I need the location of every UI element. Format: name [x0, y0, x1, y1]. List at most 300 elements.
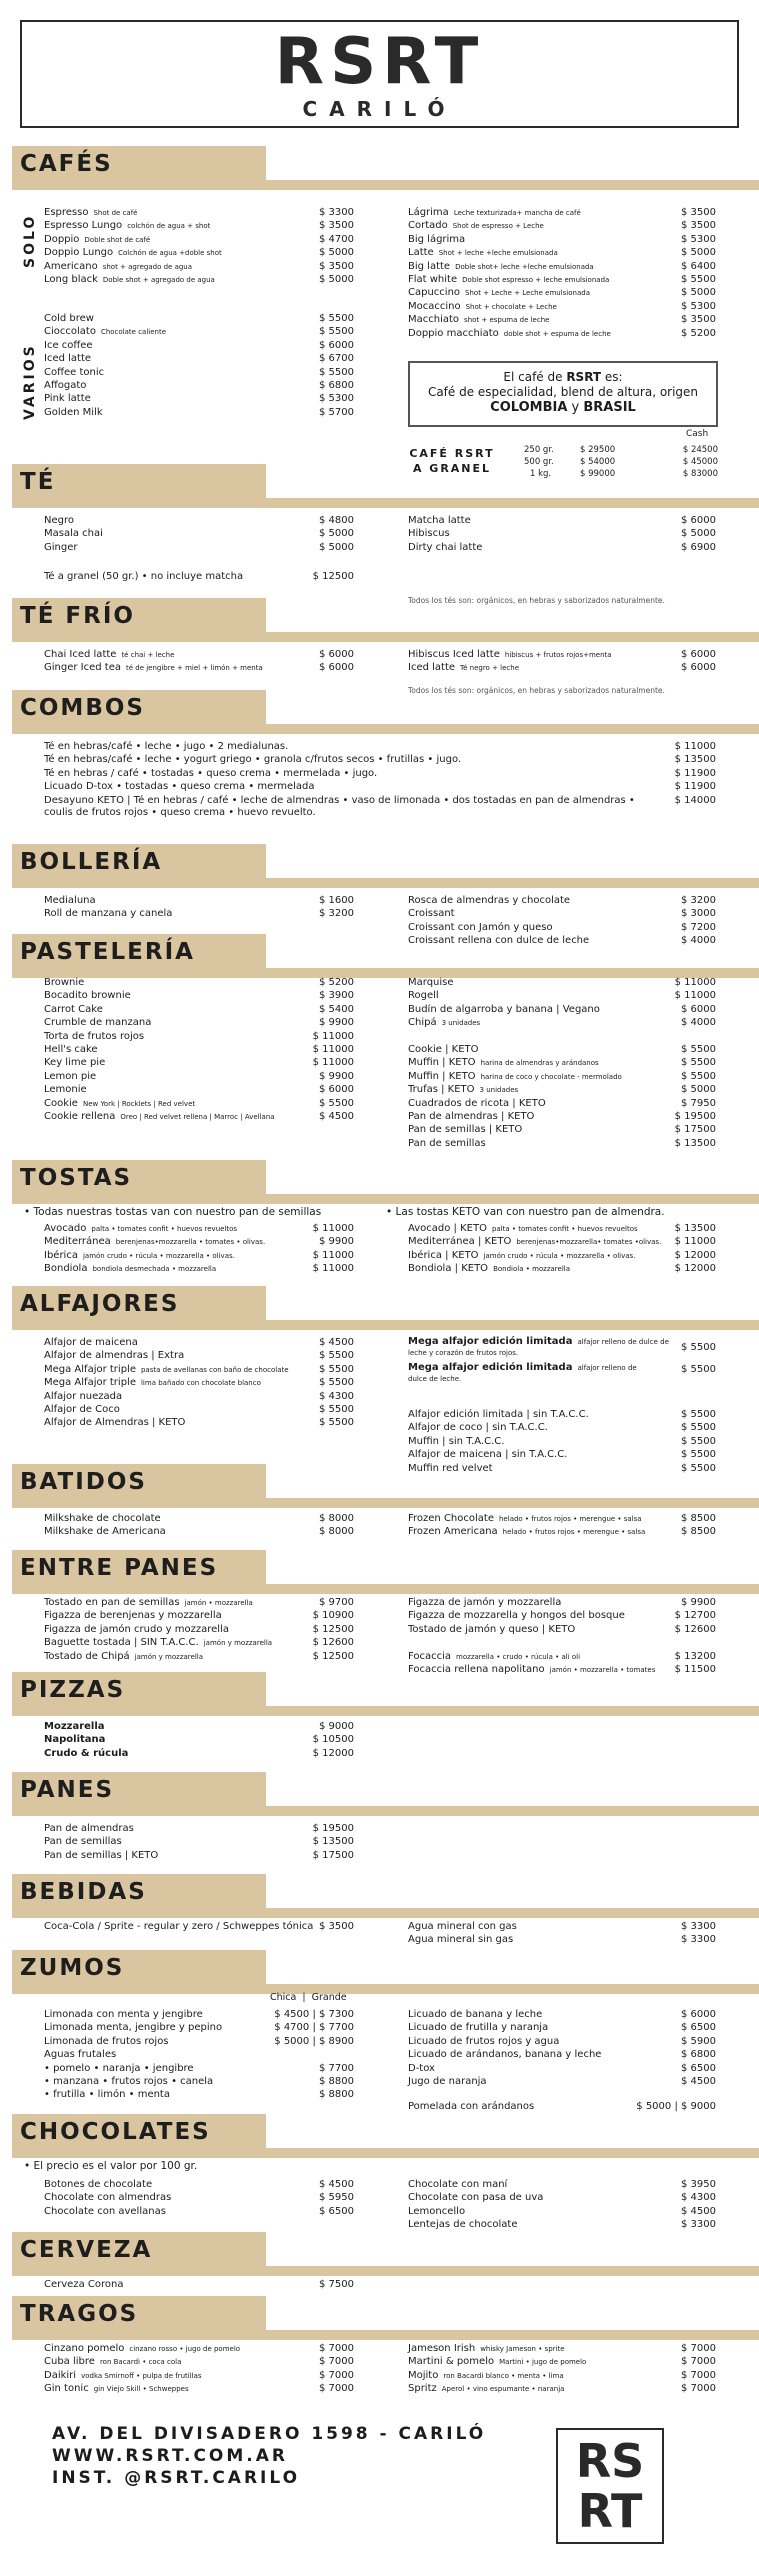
menu-row [408, 1043, 716, 1056]
menu-row [408, 1056, 716, 1069]
item-name [44, 2382, 189, 2396]
item-name [408, 313, 549, 327]
menu-row [44, 1110, 354, 1123]
section-pizzas [0, 1672, 759, 1716]
item-label: Chai Iced latte [44, 649, 117, 660]
item-name [44, 1030, 144, 1043]
item-name [408, 1933, 513, 1946]
item-label: Big lágrima [408, 233, 466, 245]
item-name [44, 780, 315, 793]
menu-row [44, 1363, 354, 1376]
menu-row [44, 1650, 354, 1663]
item-name [408, 273, 609, 287]
menu-row [44, 1416, 354, 1429]
item-price: $ 5500 [319, 1097, 354, 1109]
item-desc: harina de almendras y arándanos [480, 1059, 599, 1068]
item-price: $ 3500 [319, 220, 354, 232]
menu-row [44, 1403, 354, 1416]
item-label: Cold brew [44, 313, 94, 324]
item-label: Lemon pie [44, 1070, 97, 1082]
item-price: $ 3300 [681, 1934, 716, 1946]
menu-row [408, 907, 716, 920]
granel-label-1: CAFÉ RSRT [409, 447, 495, 460]
item-label: Avocado | KETO [408, 1223, 487, 1234]
menu-row [44, 894, 354, 907]
menu-row [408, 2021, 716, 2034]
item-label: Cortado [408, 220, 448, 232]
menu-row [44, 541, 354, 554]
item-name [408, 921, 553, 934]
item-desc: Oreo | Red velvet rellena | Marroc | Avellana [120, 1112, 275, 1121]
menu-row [44, 2075, 354, 2088]
menu-row [44, 514, 354, 527]
alfajores-right-list [408, 1408, 716, 1475]
item-name [408, 1083, 518, 1097]
item-desc: helado • frutos rojos • merengue • salsa [502, 1528, 646, 1537]
menu-row [408, 219, 716, 232]
menu-row [408, 1421, 716, 1434]
item-price: $ 12500 [312, 1650, 354, 1662]
item-name [44, 1525, 166, 1538]
item-name [44, 1920, 313, 1933]
combos-cont: coulis de frutos rojos • queso crema • huevo revuelto. [44, 807, 316, 818]
menu-row [408, 2178, 716, 2191]
menu-row [408, 1249, 716, 1262]
item-label: Alfajor nuezada [44, 1390, 123, 1402]
item-label: Licuado de arándanos, banana y leche [408, 2049, 602, 2061]
menu-row [408, 1933, 716, 1946]
item-label: Medialuna [44, 895, 96, 906]
item-name [408, 1525, 645, 1539]
menu-row [44, 1249, 354, 1262]
menu-row [408, 1920, 716, 1933]
item-price: $ 5000 [319, 528, 354, 540]
item-price: $ 5500 [319, 366, 354, 378]
item-price: $ 12500 [312, 571, 354, 582]
origin-text: y [567, 400, 584, 415]
menu-row [408, 1262, 716, 1275]
item-label: Mega Alfajor triple [44, 1363, 136, 1375]
item-label: Licuado de frutos rojos y agua [408, 2035, 560, 2047]
varios-label: VARIOS [22, 343, 38, 420]
menu-row [44, 2088, 354, 2101]
item-price: $ 11000 [312, 1057, 354, 1069]
menu-row [408, 1636, 716, 1649]
item-name [44, 740, 288, 753]
pizzas-list [44, 1720, 354, 1760]
menu-row [44, 219, 354, 232]
item-label: D-tox [408, 2062, 435, 2074]
menu-row [408, 2218, 716, 2231]
origin-line2: Café de especialidad, blend de altura, origen [427, 385, 699, 399]
granel-label-2: A GRANEL [412, 462, 492, 475]
item-desc: jamón y mozzarella [203, 1639, 273, 1648]
item-label: Daikiri [44, 2369, 77, 2381]
menu-row [44, 661, 354, 674]
item-price: $ 5500 [319, 1363, 354, 1375]
item-name [408, 1663, 655, 1677]
item-name [44, 312, 94, 325]
item-label: Affogato [44, 379, 87, 391]
item-label: Cookie | KETO [408, 1043, 479, 1055]
item-name [44, 661, 263, 675]
section-tragos [0, 2296, 759, 2340]
item-name [408, 1435, 504, 1448]
item-desc: jamón • mozzarella [184, 1599, 253, 1607]
item-label: Lágrima [408, 207, 449, 218]
item-price: $ 5700 [319, 406, 354, 418]
tostas-left-note: • Todas nuestras tostas van con nuestro pan de semillas [24, 1206, 322, 1218]
menu-row [408, 1123, 716, 1136]
item-name [408, 1249, 635, 1263]
menu-row [44, 2178, 354, 2191]
item-price: $ 5500 [681, 273, 716, 285]
menu-row [408, 2048, 716, 2061]
item-label: Té en hebras/café • leche • jugo • 2 medialunas. [44, 741, 289, 752]
panes-list [44, 1822, 354, 1862]
section-entre-panes [0, 1550, 759, 1594]
item-name [44, 2008, 203, 2021]
menu-row [408, 2035, 716, 2048]
menu-row [408, 2075, 716, 2088]
item-label: Cuba libre [44, 2356, 95, 2368]
item-price: $ 4500 [319, 1110, 354, 1122]
item-label: Pan de semillas | KETO [408, 1124, 523, 1136]
origin-brand: RSRT [566, 370, 602, 384]
item-name [44, 2021, 222, 2034]
item-desc: jamón y mozzarella [134, 1652, 204, 1661]
item-name [44, 2088, 170, 2101]
item-name [44, 794, 635, 807]
menu-row [44, 206, 354, 219]
item-label: Chipá [408, 1017, 437, 1029]
section-title: PANES [20, 1777, 115, 1803]
menu-row [44, 2278, 354, 2291]
item-label: Hibiscus Iced latte [408, 649, 500, 660]
menu-row [408, 1083, 716, 1096]
menu-row [408, 313, 716, 326]
item-name [44, 1849, 158, 1862]
item-label: Espresso Lungo [44, 220, 123, 232]
menu-row [408, 2205, 716, 2218]
item-name [408, 2218, 517, 2231]
origin-box [408, 361, 718, 427]
item-price: $ 5500 [681, 1435, 716, 1447]
item-label: Americano [44, 260, 98, 272]
item-label: Agua mineral sin gas [408, 1934, 514, 1946]
zumos-pomelada [408, 2100, 716, 2113]
item-name [408, 2191, 543, 2204]
item-price: $ 8800 [319, 2075, 354, 2087]
menu-row [44, 1849, 354, 1862]
item-price: $ 4500 [681, 2205, 716, 2217]
menu-row [44, 976, 354, 989]
item-desc: Bondiola • mozzarella [493, 1265, 571, 1274]
granel-row: 1 kg. $ 99000 $ 83000 [530, 469, 718, 479]
tragos-left-list [44, 2342, 354, 2396]
menu-row [44, 1822, 354, 1835]
section-title: BATIDOS [20, 1469, 148, 1495]
item-name [44, 352, 91, 365]
item-price: $ 5000 [681, 247, 716, 259]
item-name: Mega alfajor edición limitada [408, 1336, 573, 1347]
menu-row [44, 2191, 354, 2204]
menu-row [408, 1623, 716, 1636]
item-label: Botones de chocolate [44, 2179, 153, 2190]
item-price: $ 9700 [319, 1597, 354, 1608]
item-label: Frozen Chocolate [408, 1513, 494, 1524]
item-price: $ 4500 | $ 7300 [274, 2009, 354, 2020]
menu-row [44, 1920, 354, 1933]
menu-row [44, 1376, 354, 1389]
menu-row [44, 1733, 354, 1746]
footer-instagram[interactable]: INST. @RSRT.CARILO [52, 2468, 301, 2488]
section-title: COMBOS [20, 695, 145, 721]
item-label: Frozen Americana [408, 1526, 498, 1538]
item-label: Bocadito brownie [44, 990, 131, 1002]
menu-row [408, 2342, 716, 2355]
item-name [408, 1222, 638, 1236]
section-alfajores [0, 1286, 759, 1330]
menu-row [44, 1720, 354, 1733]
item-price: $ 9000 [319, 1721, 354, 1732]
item-label: Lemonie [44, 1084, 87, 1096]
item-label: Milkshake de Americana [44, 1526, 166, 1538]
entre-panes-right-list [408, 1596, 716, 1676]
item-desc: jamón crudo • rúcula • mozzarella • olivas. [483, 1251, 636, 1260]
menu-row [44, 527, 354, 540]
menu-row [44, 753, 716, 766]
menu-row [408, 934, 716, 947]
item-price: $ 11000 [674, 1236, 716, 1248]
item-name [44, 753, 461, 766]
chocolates-note: • El precio es el valor por 100 gr. [24, 2160, 198, 2172]
bebidas-right-list [408, 1920, 716, 1947]
menu-row [44, 2382, 354, 2395]
item-label: Chocolate con maní [408, 2179, 508, 2190]
item-price: $ 5500 [319, 1403, 354, 1415]
item-label: Doppio [44, 233, 80, 245]
item-label: Napolitana [44, 1734, 106, 1746]
size-sep: | [302, 1992, 306, 2003]
item-desc: Shot + chocolate + Leche [465, 302, 557, 311]
section-title: PIZZAS [20, 1677, 126, 1703]
item-label: Latte [408, 247, 434, 259]
item-price: $ 4500 [319, 2179, 354, 2190]
item-label: Negro [44, 515, 74, 526]
item-label: Tostado de Chipá [44, 1650, 130, 1662]
menu-row [44, 740, 716, 753]
item-price: $ 5500 [681, 1342, 716, 1353]
item-name [408, 1650, 580, 1664]
item-price: $ 7000 [319, 2356, 354, 2368]
menu-row [408, 1525, 716, 1538]
item-label: Figazza de mozzarella y hongos del bosque [408, 1610, 625, 1622]
item-price: $ 5000 [681, 1084, 716, 1096]
item-name [44, 379, 86, 392]
item-label: Croissant [408, 908, 455, 920]
menu-row [44, 2008, 354, 2021]
item-desc: 3 unidades [479, 1086, 519, 1095]
item-name [44, 989, 131, 1002]
item-label: Licuado de frutilla y naranja [408, 2022, 549, 2034]
item-price: $ 8800 [319, 2089, 354, 2101]
item-price: $ 5950 [319, 2192, 354, 2204]
item-label: Focaccia [408, 1650, 452, 1662]
menu-row [408, 1408, 716, 1421]
item-name [408, 2355, 586, 2369]
item-name [408, 2382, 564, 2396]
item-price: $ 5300 [681, 233, 716, 245]
item-desc: Shot + leche +leche emulsionada [438, 249, 558, 258]
menu-row [44, 1623, 354, 1636]
item-label: • pomelo • naranja • jengibre [44, 2062, 194, 2074]
menu-row [44, 1016, 354, 1029]
item-name [44, 1596, 253, 1610]
section-bebidas [0, 1874, 759, 1918]
item-name [44, 1416, 185, 1429]
item-name [408, 1016, 480, 1030]
item-label: Martini & pomelo [408, 2356, 495, 2368]
item-name [408, 1043, 479, 1056]
item-label: Milkshake de chocolate [44, 1513, 161, 1524]
item-label: Alfajor de almendras | Extra [44, 1350, 185, 1362]
entre-panes-left-list [44, 1596, 354, 1663]
te-frio-left-list [44, 648, 354, 675]
item-name [408, 1137, 486, 1150]
item-desc: Leche texturizada+ mancha de café [453, 209, 581, 217]
chocolates-left-list [44, 2178, 354, 2218]
item-price: $ 5200 [319, 977, 354, 988]
item-name [408, 1123, 522, 1136]
item-price: $ 12000 [312, 1747, 354, 1759]
menu-row [408, 1235, 716, 1248]
item-desc: Aperol • vino espumante • naranja [441, 2385, 565, 2394]
item-price: $ 5500 [681, 1057, 716, 1069]
item-price: $ 9900 [319, 1236, 354, 1248]
item-label: Pan de semillas [44, 1836, 122, 1848]
menu-row [44, 2062, 354, 2075]
item-name [408, 907, 455, 920]
item-price: $ 6500 [681, 2062, 716, 2074]
item-price: $ 5500 [681, 1043, 716, 1055]
item-desc: colchón de agua + shot [127, 222, 211, 231]
chocolates-right-list [408, 2178, 716, 2232]
item-label: Key lime pie [44, 1057, 106, 1069]
item-price: $ 6500 [681, 2022, 716, 2034]
item-name [408, 260, 594, 274]
item-name: Té a granel (50 gr.) • no incluye matcha [44, 571, 244, 582]
item-label: Tostado de jamón y queso | KETO [408, 1623, 576, 1635]
footer-web[interactable]: WWW.RSRT.COM.AR [52, 2446, 289, 2466]
item-name [44, 1097, 195, 1111]
menu-row [44, 406, 354, 419]
item-name [44, 1403, 120, 1416]
item-name [408, 300, 557, 314]
solo-label: SOLO [22, 213, 38, 268]
te-left-list [44, 514, 354, 554]
item-label: Agua mineral con gas [408, 1921, 517, 1932]
item-label: Mocaccino [408, 300, 461, 312]
granel-row: 250 gr. $ 29500 $ 24500 [524, 445, 718, 455]
item-price: $ 17500 [312, 1849, 354, 1861]
item-desc: té chai + leche [121, 651, 175, 659]
menu-row [44, 1747, 354, 1760]
origin-text: El café de [503, 370, 567, 384]
item-label: Cuadrados de ricota | KETO [408, 1097, 546, 1109]
footer-logo-bottom: RT [577, 2484, 643, 2538]
item-label: Mediterránea [44, 1236, 111, 1248]
item-desc: Doble shot de café [84, 235, 151, 244]
menu-row [44, 1525, 354, 1538]
item-name [44, 1609, 222, 1622]
item-name [44, 2191, 171, 2204]
section-title: ENTRE PANES [20, 1555, 219, 1581]
menu-row [408, 514, 716, 527]
granel-table [500, 444, 718, 480]
menu-row [408, 2008, 716, 2021]
item-desc: Chocolate caliente [100, 328, 167, 337]
item-name [44, 2369, 202, 2383]
menu-row [408, 527, 716, 540]
item-name [44, 1222, 237, 1236]
item-price: $ 7000 [681, 2383, 716, 2395]
item-name [408, 1623, 575, 1636]
menu-row [44, 366, 354, 379]
item-label: Focaccia rellena napolitano [408, 1663, 545, 1675]
item-label: Limonada menta, jengibre y pepino [44, 2022, 223, 2034]
cafes-solo-list [44, 206, 354, 286]
item-name [408, 514, 471, 527]
item-price: $ 6800 [319, 379, 354, 391]
item-price: $ 13500 [674, 754, 716, 766]
section-combos [0, 690, 759, 734]
item-name [44, 1235, 265, 1249]
menu-row [44, 1043, 354, 1056]
item-price: $ 9900 [681, 1597, 716, 1608]
item-label: Pan de semillas [408, 1137, 486, 1149]
item-name [44, 233, 150, 247]
item-price: $ 6900 [681, 541, 716, 553]
menu-row [408, 206, 716, 219]
batidos-left-list [44, 1512, 354, 1539]
footer-logo [556, 2428, 664, 2544]
item-label: Aguas frutales [44, 2049, 117, 2061]
item-price: $ 11000 [312, 1223, 354, 1234]
item-name: Pomelada con arándanos [408, 2101, 535, 2112]
item-label: Mega Alfajor triple [44, 1377, 136, 1389]
menu-row [408, 1663, 716, 1676]
item-label: Rosca de almendras y chocolate [408, 895, 571, 906]
item-name [44, 1083, 87, 1096]
menu-row [408, 2382, 716, 2395]
item-desc: Doble shot + agregado de agua [102, 275, 215, 284]
item-price: $ 6000 [319, 649, 354, 660]
section-chocolates [0, 2114, 759, 2158]
item-price: $ 19500 [674, 1110, 716, 1122]
section-zumos [0, 1950, 759, 1994]
item-name [408, 894, 570, 907]
item-label: Torta de frutos rojos [44, 1030, 145, 1042]
item-price: $ 6800 [681, 2049, 716, 2061]
item-desc: berenjenas•mozzarella• tomates •olivas. [516, 1238, 662, 1247]
item-name [44, 2048, 116, 2061]
item-label: Pan de almendras | KETO [408, 1110, 535, 1122]
item-price: $ 5500 [681, 1462, 716, 1474]
menu-row [44, 794, 716, 807]
item-label: Spritz [408, 2383, 437, 2395]
item-name [408, 2178, 507, 2191]
